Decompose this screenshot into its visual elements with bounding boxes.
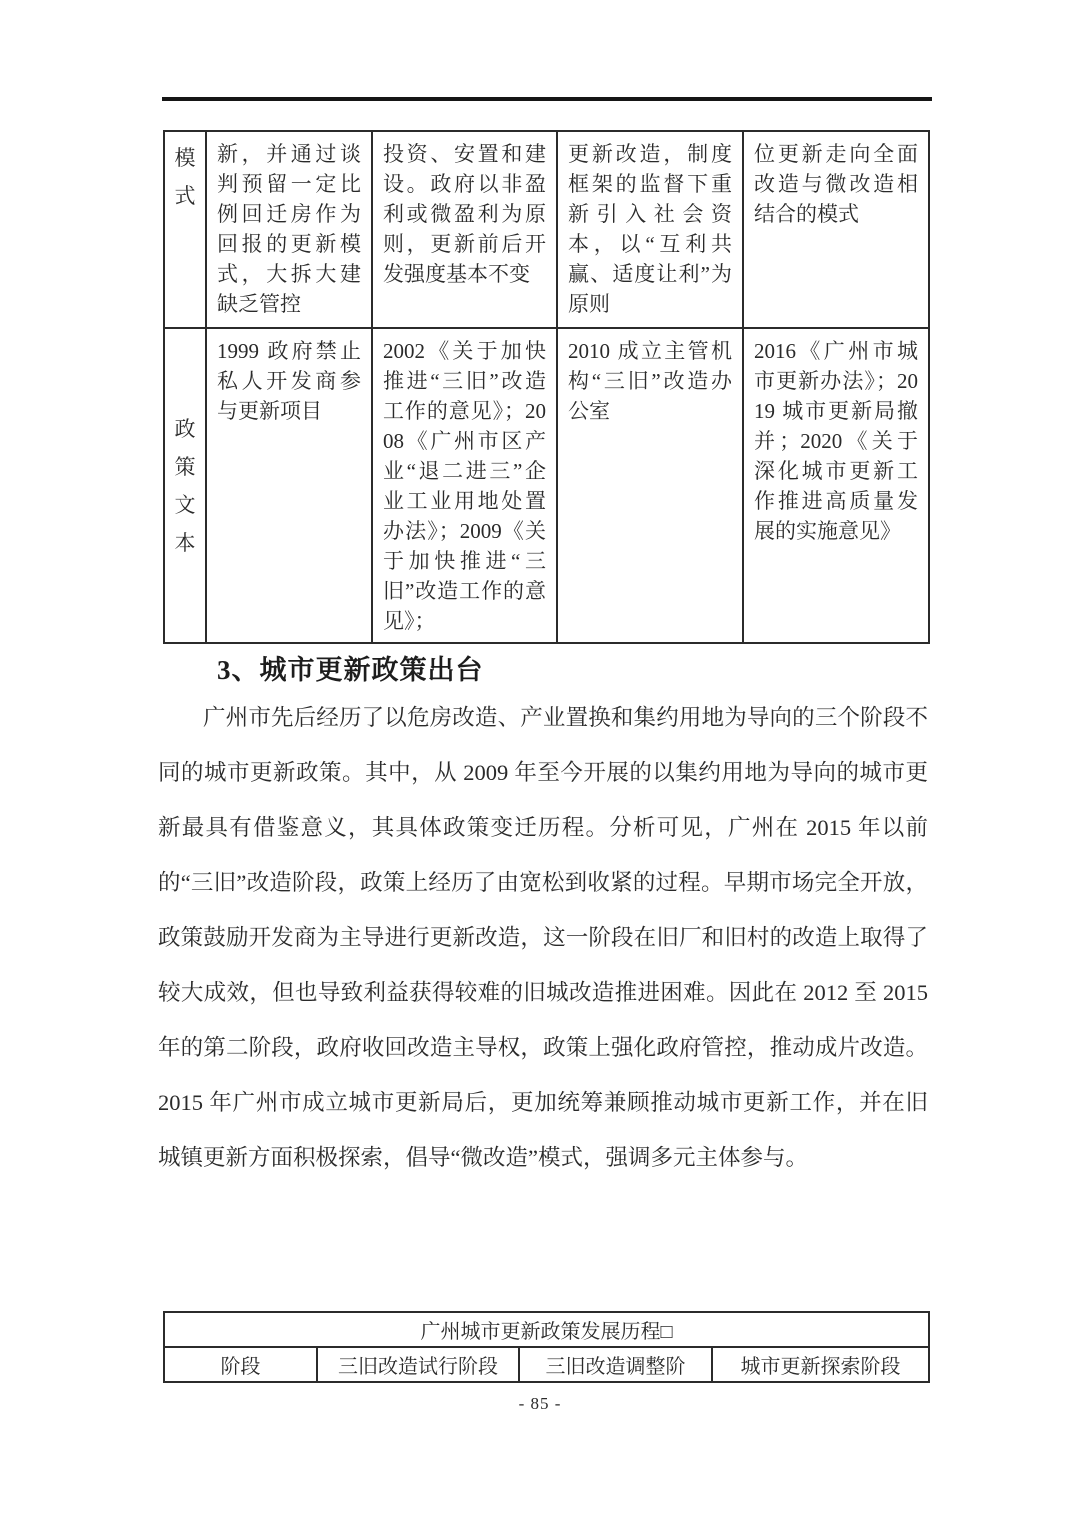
row-label-mode: 模式 bbox=[164, 131, 206, 328]
table-title: 广州城市更新政策发展历程□ bbox=[164, 1312, 929, 1347]
table-title-row bbox=[164, 1312, 929, 1347]
table-cell: 位更新走向全面改造与微改造相结合的模式 bbox=[743, 131, 929, 328]
section-heading: 3、城市更新政策出台 bbox=[217, 655, 484, 685]
table-row-mode bbox=[164, 131, 929, 328]
table-cell: 2002《关于加快推进“三旧”改造工作的意见》；2008《广州市区产业“退二进三”企业工业用地处置办法》；2009《关于加快推进“三旧”改造工作的意见》； bbox=[372, 328, 557, 643]
table-header-cell-explore-phase: 城市更新探索阶段 bbox=[712, 1347, 929, 1382]
table-cell: 更新改造，制度框架的监督下重新引入社会资本，以“互利共赢、适度让利”为原则 bbox=[557, 131, 743, 328]
page-number: - 85 - bbox=[518, 1394, 562, 1413]
page-header-rule bbox=[162, 97, 932, 101]
policy-history-table bbox=[163, 1311, 930, 1383]
renewal-mode-policy-table bbox=[163, 130, 930, 644]
row-label-policy-text: 政策文本 bbox=[164, 328, 206, 643]
table-cell: 投资、安置和建设。政府以非盈利或微盈利为原则，更新前后开发强度基本不变 bbox=[372, 131, 557, 328]
table-cell: 1999 政府禁止私人开发商参与更新项目 bbox=[206, 328, 372, 643]
table-header-cell-trial-phase: 三旧改造试行阶段 bbox=[317, 1347, 519, 1382]
table-header-cell-adjust-phase: 三旧改造调整阶 bbox=[519, 1347, 712, 1382]
table-cell: 2010 成立主管机构“三旧”改造办公室 bbox=[557, 328, 743, 643]
table-header-cell-stage: 阶段 bbox=[164, 1347, 317, 1382]
body-paragraph: 广州市先后经历了以危房改造、产业置换和集约用地为导向的三个阶段不同的城市更新政策。其中，从 2009 年至今开展的以集约用地为导向的城市更新最具有借鉴意义，其具体政策变迁历程。分析可见，广州在 2015 年以前的“三旧”改造阶段，政策上经历了由宽松到收紧的过程。早期市场完全开放，政策鼓励开发商为主导进行更新改造，这一阶段在旧厂和旧村的改造上取得了较大成效，但也导致利益获得较难的旧城改造推进困难。因此在 2012 至 2015 年的第二阶段，政府收回改造主导权，政策上强化政府管控，推动成片改造。2015 年广州市成立城市更新局后，更加统筹兼顾推动城市更新工作，并在旧城镇更新方面积极探索，倡导“微改造”模式，强调多元主体参与。 bbox=[158, 705, 928, 1170]
table-cell: 新，并通过谈判预留一定比例回迁房作为回报的更新模式，大拆大建缺乏管控 bbox=[206, 131, 372, 328]
table-row-policy-text bbox=[164, 328, 929, 643]
table-header-row bbox=[164, 1347, 929, 1382]
table-cell: 2016《广州市城市更新办法》；2019 城市更新局撤并；2020《关于深化城市更新工作推进高质量发展的实施意见》 bbox=[743, 328, 929, 643]
